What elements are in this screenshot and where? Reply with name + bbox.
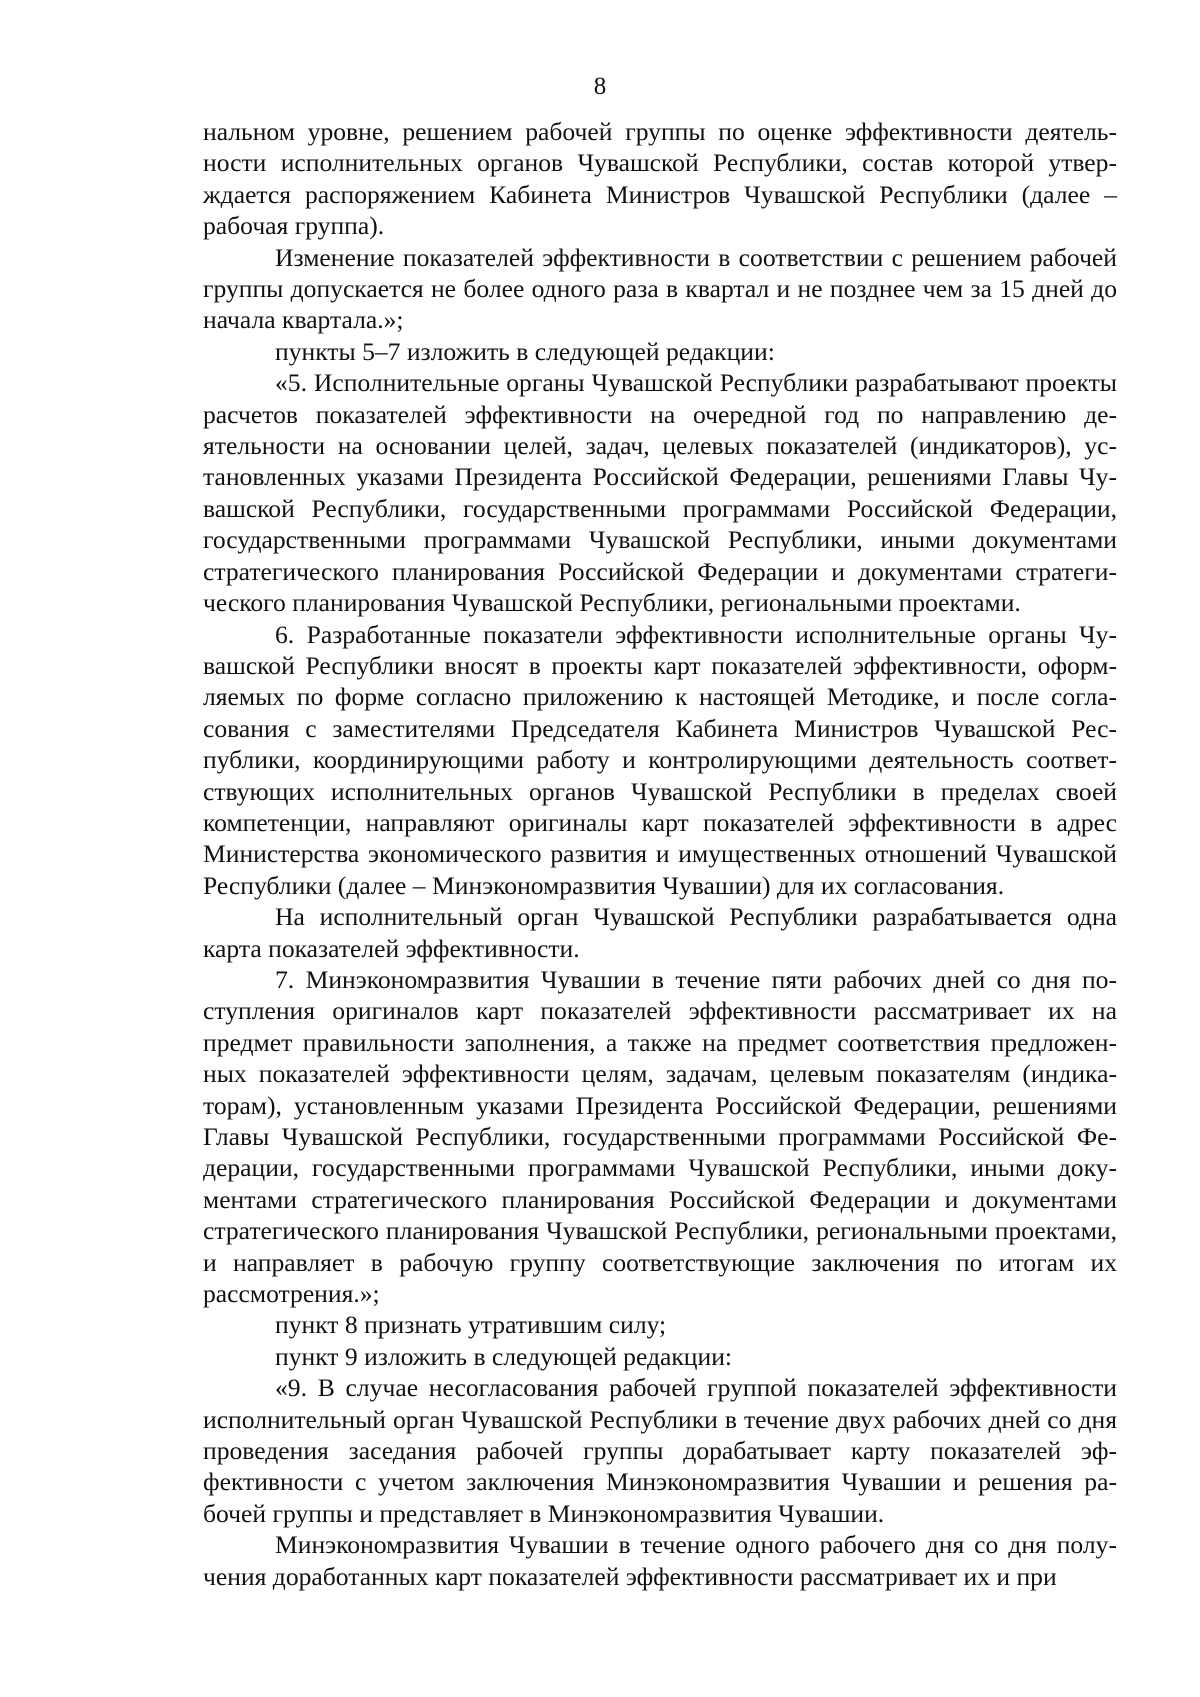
paragraph-item-6: 6. Разработанные показатели эффективности исполнительные органы Чувашской Республики вносят в проекты карт показателей эффективности, оформляемых по форме согласно приложению к настоящей Методике, и после согласования с заместителями Председателя Кабинета Министров Чувашской Республики, координирующими работу и контролирующими деятельность соответствующих исполнительных органов Чувашской Республики в пределах своей компетенции, направляют оригиналы карт показателей эффективности в адрес Министерства экономического развития и имущественных отношений Чувашской Республики (далее – Минэкономразвития Чувашии) для их согласования. [203, 619, 1117, 900]
page-number: 8 [593, 73, 607, 100]
paragraph-amend-item-9: пункт 9 изложить в следующей редакции: [275, 1341, 733, 1371]
document-body [203, 116, 1117, 1592]
paragraph-indicator-change: Изменение показателей эффективности в соответствии с решением рабочей группы допускается не более одного раза в квартал и не позднее чем за 15 дней до начала квартала.»; [203, 242, 1117, 335]
paragraph-item-9: «9. В случае несогласования рабочей группой показателей эффективности исполнительный орган Чувашской Республики в течение двух рабочих дней со дня проведения заседания рабочей группы дорабатывает карту показателей эффективности с учетом заключения Минэкономразвития Чувашии и решения рабочей группы и представляет в Минэкономразвития Чувашии. [203, 1373, 1117, 1528]
paragraph-item-5: «5. Исполнительные органы Чувашской Республики разрабатывают проекты расчетов показателей эффективности на очередной год по направлению деятельности на основании целей, задач, целевых показателей (индикаторов), установленных указами Президента Российской Федерации, решениями Главы Чувашской Республики, государственными программами Российской Федерации, государственными программами Чувашской Республики, иными документами стратегического планирования Российской Федерации и документами стратегического планирования Чувашской Республики, региональными проектами. [203, 368, 1117, 618]
paragraph-item-7: 7. Минэкономразвития Чувашии в течение пяти рабочих дней со дня поступления оригиналов карт показателей эффективности рассматривает их на предмет правильности заполнения, а также на предмет соответствия предложенных показателей эффективности целям, задачам, целевым показателям (индикаторам), установленным указами Президента Российской Федерации, решениями Главы Чувашской Республики, государственными программами Российской Федерации, государственными программами Чувашской Республики, иными документами стратегического планирования Российской Федерации и документами стратегического планирования Чувашской Республики, региональными проектами, и направляет в рабочую группу соответствующие заключения по итогам их рассмотрения.»; [203, 964, 1117, 1309]
paragraph-continuation: нальном уровне, решением рабочей группы по оценке эффективности деятельности исполнительных органов Чувашской Республики, состав которой утверждается распоряжением Кабинета Министров Чувашской Республики (далее – рабочая группа). [203, 117, 1117, 241]
paragraph-review-revised: Минэкономразвития Чувашии в течение одного рабочего дня со дня получения доработанных карт показателей эффективности рассматривает их и при [203, 1530, 1117, 1591]
paragraph-single-card: На исполнительный орган Чувашской Республики разрабатывается одна карта показателей эффективности. [203, 902, 1117, 963]
paragraph-amend-items-5-7: пункты 5–7 изложить в следующей редакции: [275, 336, 775, 366]
paragraph-item-8-void: пункт 8 признать утратившим силу; [275, 1310, 667, 1340]
